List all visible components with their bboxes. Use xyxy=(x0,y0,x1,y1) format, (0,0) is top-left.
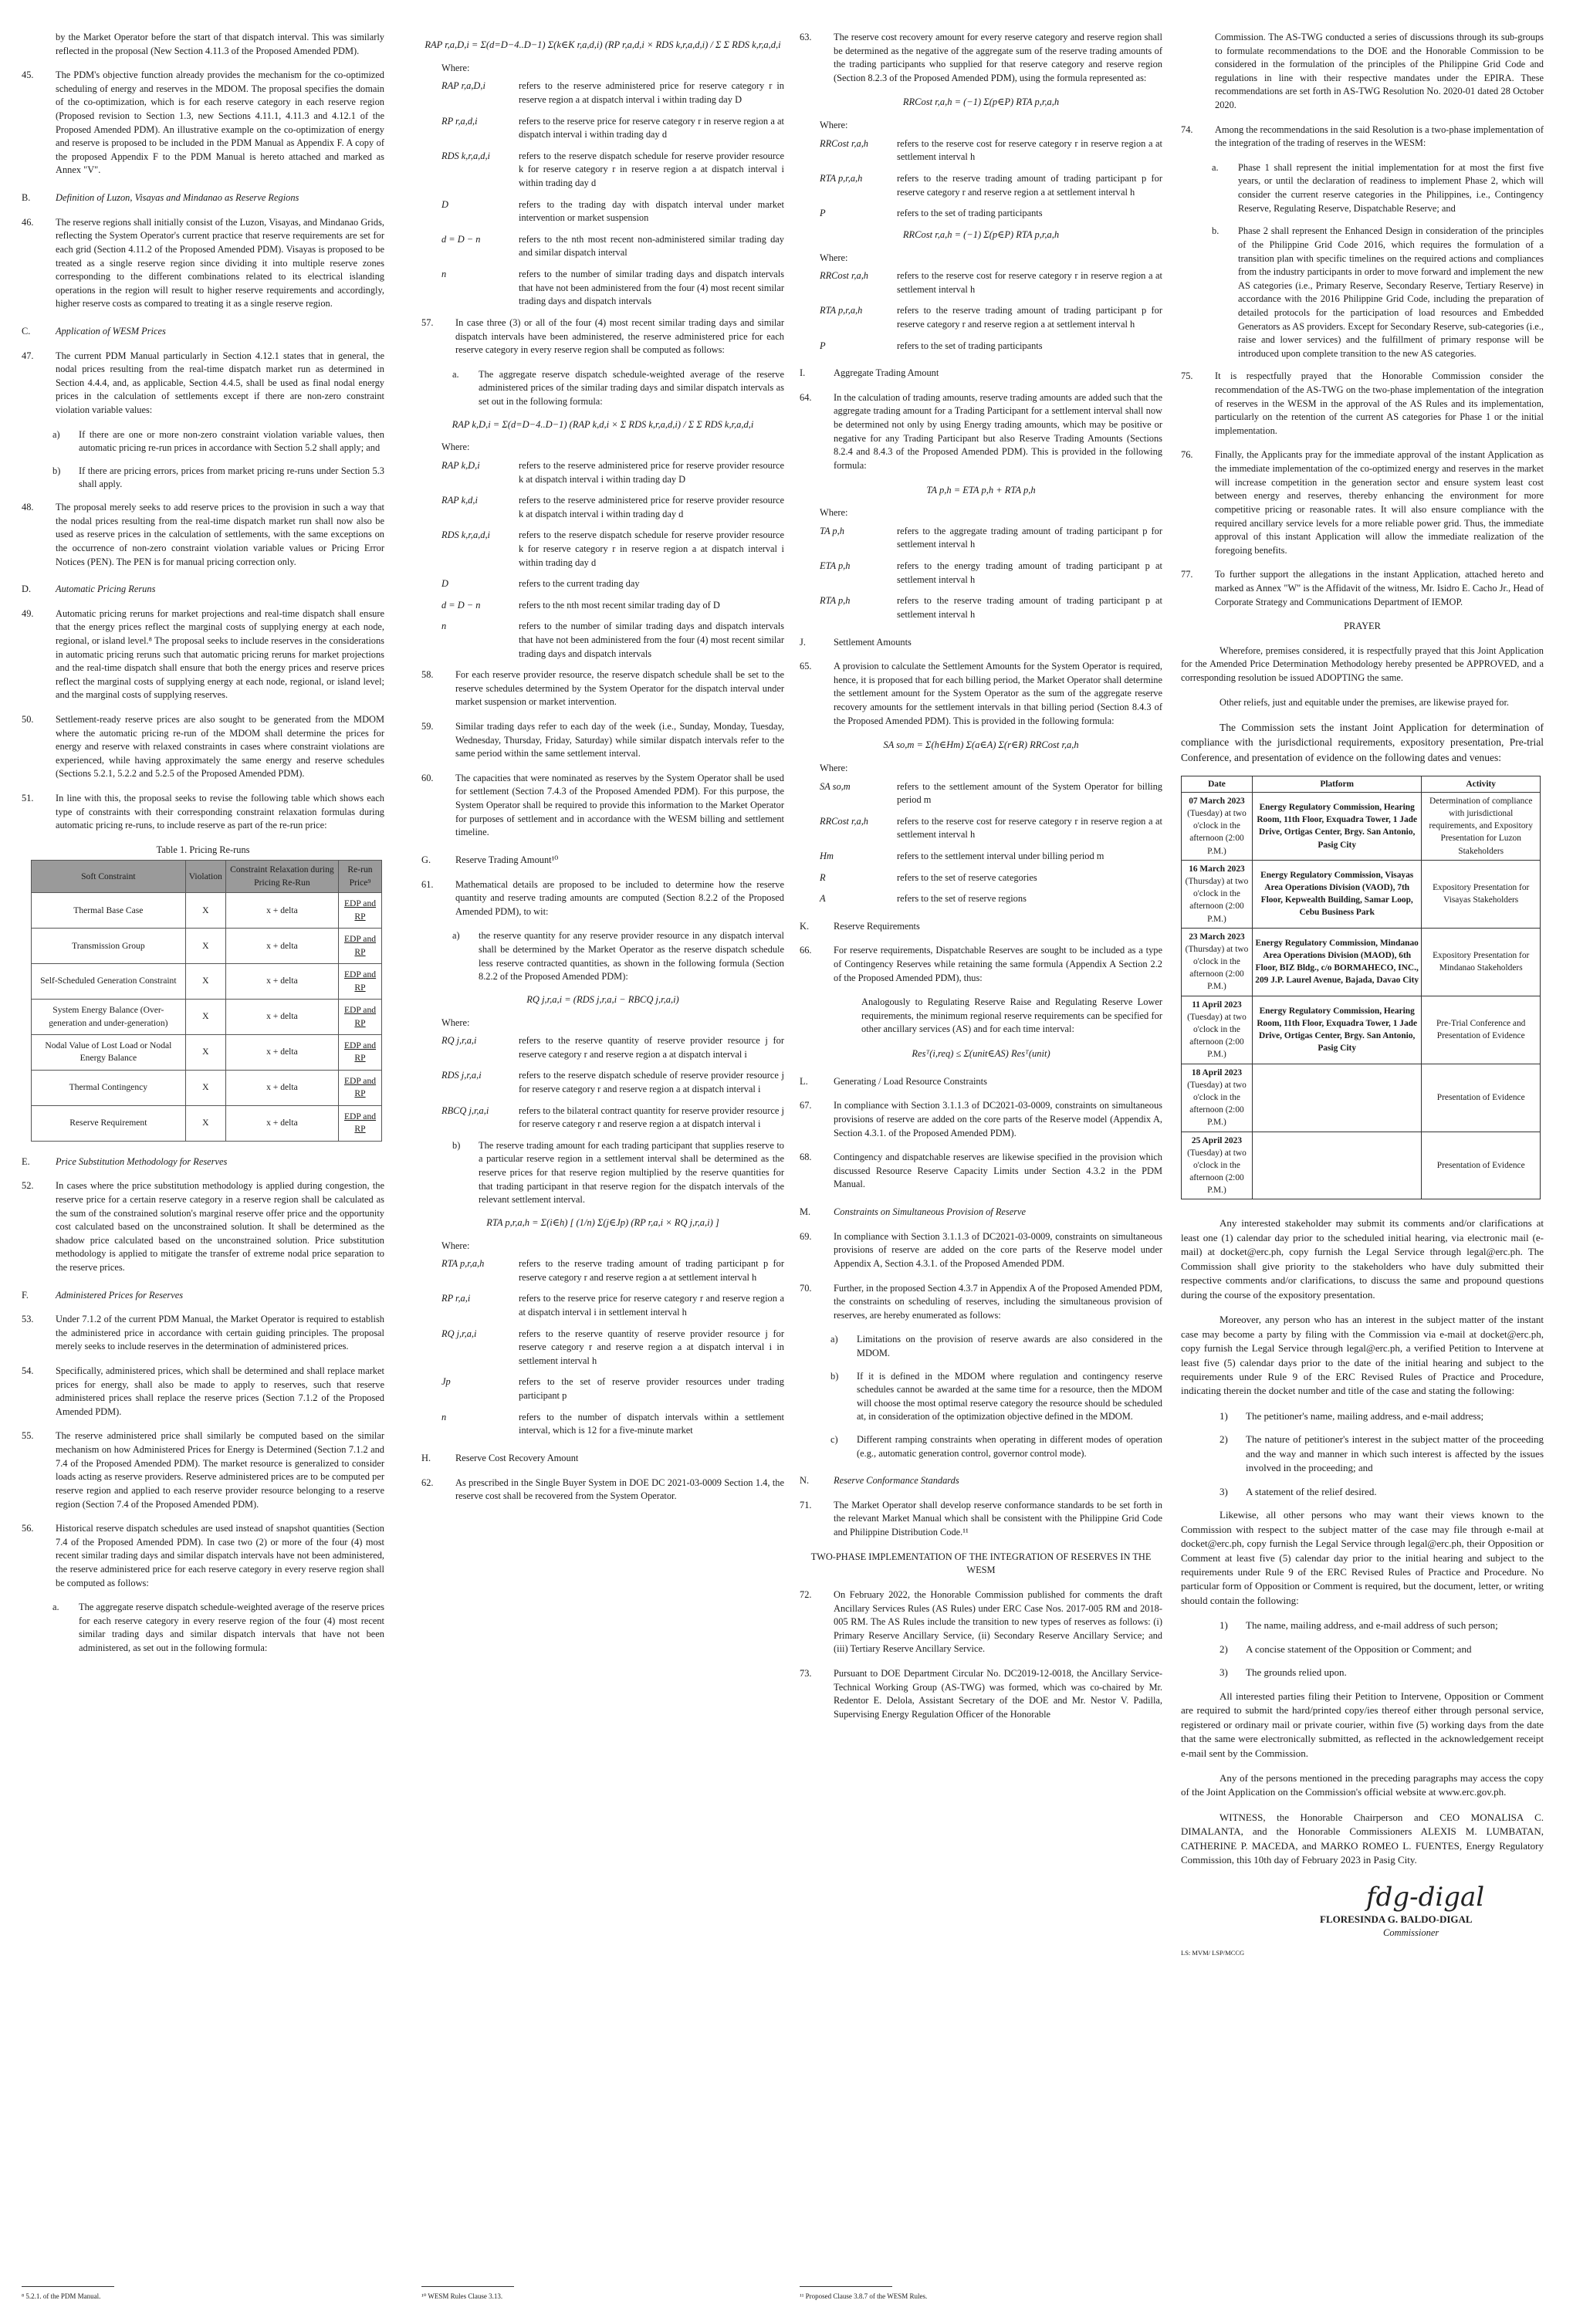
definition-row xyxy=(441,198,784,225)
definition-row xyxy=(441,1411,784,1438)
table-cell: X xyxy=(185,1000,225,1035)
schedule-date: 07 March 2023 (Tuesday) at two o'clock in the afternoon (2:00 P.M.) xyxy=(1182,792,1253,860)
table-row xyxy=(32,1105,382,1141)
table-row xyxy=(1182,996,1541,1064)
definition-row xyxy=(820,815,1162,842)
table-row xyxy=(1182,1064,1541,1132)
definition-text: refers to the set of trading participants xyxy=(897,208,1043,219)
table-cell: Nodal Value of Lost Load or Nodal Energy Balance xyxy=(32,1035,186,1071)
table-header: Soft Constraint xyxy=(32,861,186,893)
table-row xyxy=(32,1035,382,1071)
definitions xyxy=(441,79,784,309)
definition-text: refers to the reserve quantity of reserve provider resource j for reserve category r and reserve region a at dispatch interval i in settlement interval h xyxy=(519,1328,784,1366)
section-f-heading: F. Administered Prices for Reserves xyxy=(22,1289,184,1301)
table-cell: EDP and RP xyxy=(339,929,382,964)
definition-term: ETA p,h xyxy=(820,560,851,572)
table-cell: Transmission Group xyxy=(32,929,186,964)
section-h-heading: H. Reserve Cost Recovery Amount xyxy=(421,1452,579,1463)
definition-text: refers to the reserve price for reserve category r and reserve region a at dispatch interval i in settlement interval h xyxy=(519,1293,784,1318)
schedule-platform: Energy Regulatory Commission, Hearing Room, 11th Floor, Exquadra Tower, 1 Jade Drive, Ortigas Center, Brgy. San Antonio, Pasig City xyxy=(1252,996,1421,1064)
definition-term: RTA p,h xyxy=(820,595,851,607)
section-n-heading: N. Reserve Conformance Standards xyxy=(800,1475,959,1487)
paragraph: Commission. The AS-TWG conducted a series of discussions through its sub-groups to formulate recommendations to the DOE and the Honorable Commission to be considered in the formulation of the principles of the Philippine Grid Code and regulations in line with their respective mandates under the EPIRA. These recommendations are set forth in AS-TWG Resolution No. 2020-01 dated 28 October 2020. xyxy=(1215,32,1544,111)
table-header: Activity xyxy=(1422,776,1541,792)
paragraph-58: 58. For each reserve provider resource, the reserve dispatch schedule shall be set to the reserve schedules determined by the System Operator for the dispatch interval under market suspension or market intervention. xyxy=(421,669,784,708)
formula-reserve-req: Resᵀ(i,req) ≤ Σ(unit∈AS) Resᵀ(unit) xyxy=(912,1048,1050,1060)
definition-term: RRCost r,a,h xyxy=(820,137,868,149)
paragraph-55: 55. The reserve administered price shall similarly be computed based on the similar mechanism on how Administered Prices for Energy is Determined (Section 7.1.2 and 7.4 of the Proposed Amended PDM). The market resource is generalized to consider loads acting as reserve providers. Reserve administered prices are to be computed per reserve region and applied to each reserve provider resource belonging to a reserve region (Section 7.4 of the Proposed Amended PDM). xyxy=(22,1430,384,1510)
paragraph-64: 64. In the calculation of trading amounts, reserve trading amounts are added such that the aggregate trading amount for a Trading Participant for a settlement interval shall now be determined not only by using Energy trading amounts, which may be positive or negative for any Trading Participant but also Reserve Trading Amounts (Sections 8.2.4 and 8.4.3 of the Proposed Amended PDM). This is provided in the following formula: xyxy=(800,391,1162,471)
schedule-platform xyxy=(1252,1064,1421,1132)
definition-text: refers to the aggregate trading amount of trading participant p for settlement interval h xyxy=(897,525,1162,550)
requirements-list xyxy=(1181,1409,1544,1499)
definition-text: refers to the reserve cost for reserve category r in reserve region a at settlement interval h xyxy=(897,815,1162,841)
footnote: ¹⁰ WESM Rules Clause 3.13. xyxy=(421,2292,503,2300)
paragraph-73: 73. Pursuant to DOE Department Circular No. DC2019-12-0018, the Ancillary Service-Technical Working Group (AS-TWG) was formed, which was co-chaired by Mr. Redentor E. Delola, Assistant Secretary of the DOE and Mr. Nestor V. Padilla, Supervising Energy Regulation Officer of the Honorable xyxy=(800,1667,1162,1720)
paragraph-47: 47. The current PDM Manual particularly in Section 4.12.1 states that in general, the nodal prices resulting from the real-time dispatch market run as determined in Section 4.4.4, and, as applicable, Section 4.4.5, shall be used as final nodal energy prices in the calculation of settlements except if there are non-zero constraint violation variable values: xyxy=(22,350,384,416)
section-d-heading: D. Automatic Pricing Reruns xyxy=(22,584,156,595)
paragraph-61b: b) The reserve trading amount for each trading participant that supplies reserve to a particular reserve region in a settlement interval shall be determined as the reserve prices for that reserve region multiplied by the reserve quantities for that trading participant in that reserve region for the dispatch intervals of the relevant settlement interval. xyxy=(452,1139,784,1206)
signature: fdg-digal xyxy=(1366,1881,1485,1913)
definition-term: P xyxy=(820,340,826,351)
paragraph-71: 71. The Market Operator shall develop reserve conformance standards to be set forth in the relevant Market Manual which shall be consistent with the Philippine Grid Code and Philippine Distribution Code.¹¹ xyxy=(800,1499,1162,1538)
paragraph-65: 65. A provision to calculate the Settlement Amounts for the System Operator is required, hence, it is proposed that for each billing period, the Market Operator shall determine the settlement amount for the System Operator as the sum of the aggregate reserve recovery amounts for the settlement intervals in that billing period (Section 8.4.3 of the Proposed Amended PDM). This is provided in the following formula: xyxy=(800,661,1162,726)
table-cell: X xyxy=(185,1035,225,1071)
schedule-platform: Energy Regulatory Commission, Hearing Room, 11th Floor, Exquadra Tower, 1 Jade Drive, Ortigas Center, Brgy. San Antonio, Pasig City xyxy=(1252,792,1421,860)
quoted-text: Analogously to Regulating Reserve Raise and Regulating Reserve Lower requirements, the minimum regional reserve requirements can be specified for other ancillary services (AS) and for each time interval: xyxy=(861,996,1162,1035)
definition-row xyxy=(820,850,1162,864)
schedule-activity: Determination of compliance with jurisdictional requirements, and Expository Presentation for Luzon Stakeholders xyxy=(1422,792,1541,860)
paragraph-70c: c) Different ramping constraints when operating in different modes of operation (e.g., automatic generation control, governor control mode). xyxy=(830,1434,1162,1459)
definition-row xyxy=(441,599,784,613)
definition-row xyxy=(441,1257,784,1284)
paragraph-74a: a. Phase 1 shall represent the initial implementation for at most the first five years, or until the declaration of readiness to implement Phase 2, which will consider the current reserve categories in the Philippines, i.e., Contingency Reserve, Regulating Reserve, Dispatchable Reserve; and xyxy=(1212,161,1544,214)
formula-rap-resource: RAP k,D,i = Σ(d=D−4..D−1) (RAP k,d,i × Σ RDS k,r,a,d,i) / Σ Σ RDS k,r,a,d,i xyxy=(452,418,754,430)
column-3 xyxy=(800,31,1162,1732)
definition-text: refers to the nth most recent similar trading day of D xyxy=(519,599,720,611)
paragraph-70a: a) Limitations on the provision of reserve awards are also considered in the MDOM. xyxy=(830,1334,1162,1358)
table-cell: x + delta xyxy=(225,1105,338,1141)
table-cell: Thermal Base Case xyxy=(32,893,186,929)
notice-paragraph: Moreover, any person who has an interest in the subject matter of the instant case may become a party by filing with the Commission via e-mail at docket@erc.ph, copy furnish the Legal Service through legal@erc.ph, a verified Petition to Intervene at least five (5) calendar days prior to the date of the initial hearing and subject to the requirements under Rule 9 of the ERC Revised Rules of Practice and Procedure, indicating therein the docket number and title of the case and stating the following: xyxy=(1181,1314,1544,1397)
notice-paragraph: Any interested stakeholder may submit its comments and/or clarifications at least one (1) calendar day prior to the scheduled initial hearing, via electronic mail (e-mail) at docket@erc.ph, copy furnish the Legal Service through legal@erc.ph. The Commission shall give priority to the stakeholders who have duly submitted their respective comments and/or clarifications, to discuss the same and propound questions during the course of the expository presentation. xyxy=(1181,1217,1544,1301)
table-cell: X xyxy=(185,893,225,929)
definition-row xyxy=(820,780,1162,807)
signer-name: FLORESINDA G. BALDO-DIGAL xyxy=(1320,1913,1473,1925)
definition-text: refers to the reserve price for reserve category r in reserve region a at dispatch interval i within trading day d xyxy=(519,115,784,140)
hearing-schedule-table xyxy=(1181,776,1541,1200)
definitions xyxy=(820,525,1162,622)
definition-term: d = D − n xyxy=(441,233,481,245)
definition-term: TA p,h xyxy=(820,525,844,536)
footnote: ¹¹ Proposed Clause 3.8.7 of the WESM Rules. xyxy=(800,2292,928,2300)
definitions xyxy=(441,1034,784,1132)
definition-term: RAP r,a,D,i xyxy=(441,80,485,92)
paragraph-46: 46. The reserve regions shall initially consist of the Luzon, Visayas, and Mindanao Grids, reflecting the System Operator's current practice that reserve requirements are set for each grid (Section 4.11.2 of the Proposed Amended PDM). Visayas is proposed to be treated as a single reserve region since dividing it into multiple reserve zones corresponding to the different combinations related to its electrical islanding operations in the region will result to higher reserve requirements and accordingly, higher reserve costs as compared to treating it as a single reserve region. xyxy=(22,216,384,310)
schedule-platform: Energy Regulatory Commission, Visayas Area Operations Division (VAOD), 7th Floor, Kepwealth Building, Samar Loop, Cebu Business Park xyxy=(1252,860,1421,928)
definition-term: RRCost r,a,h xyxy=(820,270,868,282)
definition-text: refers to the reserve cost for reserve category r in reserve region a at settlement interval h xyxy=(897,270,1162,295)
definition-term: RRCost r,a,h xyxy=(820,815,868,827)
definition-term: D xyxy=(441,198,448,210)
definition-term: RTA p,r,a,h xyxy=(441,1258,485,1270)
definition-text: refers to the reserve administered price for reserve category r in reserve region a at dispatch interval i within trading day D xyxy=(519,80,784,105)
definition-text: refers to the bilateral contract quantity for reserve provider resource j for reserve category r and reserve region a at dispatch interval i xyxy=(519,1104,784,1130)
definition-term: RBCQ j,r,a,i xyxy=(441,1104,489,1116)
schedule-activity: Presentation of Evidence xyxy=(1422,1132,1541,1199)
formula-rap: RAP r,a,D,i = Σ(d=D−4..D−1) Σ(k∈K r,a,d,i) (RP r,a,d,i × RDS k,r,a,d,i) / Σ Σ RDS k,r,a,d,i xyxy=(425,39,781,50)
definition-term: P xyxy=(820,208,826,219)
paragraph-56a: a. The aggregate reserve dispatch schedule-weighted average of the reserve prices for each reserve category in every reserve region of the four (4) most recent similar trading days and similar dispatch intervals that have not been administered, as set out in the following formula: xyxy=(52,1602,384,1653)
paragraph-45: 45. The PDM's objective function already provides the mechanism for the co-optimized scheduling of energy and reserves in the MDOM. The proposal specifies the domain of the co-optimization, which is for each reserve category in each reserve region (Proposed revision to Section 1.3, new Sections 4.11.1, 4.11.3 and 4.12.1 of the Proposed Amended PDM). An illustrative example on the co-optimization of energy and reserve is proposed to be included in the PDM Manual as Appendix F. A copy of the proposed Appendix F to the PDM Manual is hereto attached and marked as Annex "V". xyxy=(22,69,384,176)
paragraph-47a: a) If there are one or more non-zero constraint violation variable values, then automatic pricing re-run prices in accordance with Section 5.2 shall apply; and xyxy=(52,428,384,454)
requirements-list xyxy=(1181,1619,1544,1680)
definition-row xyxy=(441,79,784,107)
definition-term: RQ j,r,a,i xyxy=(441,1328,477,1339)
schedule-activity: Expository Presentation for Mindanao Stakeholders xyxy=(1422,928,1541,996)
table-cell: EDP and RP xyxy=(339,1035,382,1071)
definition-text: refers to the reserve trading amount of trading participant p for reserve category r and reserve region a at settlement interval h xyxy=(519,1258,784,1283)
definition-term: R xyxy=(820,871,826,883)
paragraph-57a: a. The aggregate reserve dispatch schedule-weighted average of the reserve administered prices of the similar trading days and similar dispatch intervals as set out in the following formula: xyxy=(452,368,784,407)
definition-text: refers to the settlement interval under billing period m xyxy=(897,850,1104,861)
section-j-heading: J. Settlement Amounts xyxy=(800,636,912,648)
paragraph-50: 50. Settlement-ready reserve prices are also sought to be generated from the MDOM where the automatic pricing re-run of the MDOM shall determine the prices for energy and reserve with relaxed constraints in cases where constraint violations are experienced, while having approximately the same energy and reserve schedules (Sections 5.2.1, 5.2.2 and 5.2.5 of the Proposed Amended PDM). xyxy=(22,713,384,780)
definition-text: refers to the number of dispatch intervals within a settlement interval, which is 12 for a five-minute market xyxy=(519,1411,784,1436)
table-cell: EDP and RP xyxy=(339,1070,382,1105)
section-i-heading: I. Aggregate Trading Amount xyxy=(800,367,939,379)
list-item: 3) The grounds relied upon. xyxy=(1219,1666,1347,1679)
table-row xyxy=(1182,860,1541,928)
definition-row xyxy=(820,269,1162,296)
definition-text: refers to the trading day with dispatch interval under market intervention or market suspension xyxy=(519,198,784,224)
table-cell: X xyxy=(185,1070,225,1105)
where-label: Where: xyxy=(441,62,470,73)
list-item: 1) The petitioner's name, mailing address, and e-mail address; xyxy=(1219,1409,1484,1422)
paragraph-62: 62. As prescribed in the Single Buyer System in DOE DC 2021-03-0009 Section 1.4, the reserve cost shall be recovered from the System Operator. xyxy=(421,1477,784,1502)
table-header: Date xyxy=(1182,776,1253,792)
definition-term: RP r,a,d,i xyxy=(441,115,478,127)
initials: LS: MVM/ LSP/MCCG xyxy=(1181,1948,1245,1957)
list-item: 2) A concise statement of the Opposition or Comment; and xyxy=(1219,1642,1472,1655)
table-cell: x + delta xyxy=(225,964,338,1000)
paragraph-70: 70. Further, in the proposed Section 4.3.7 in Appendix A of the Proposed Amended PDM, the constraints on scheduling of reserves, including the simultaneous provision of reserves, are hereby enumerated as follows: xyxy=(800,1282,1162,1321)
schedule-platform xyxy=(1252,1132,1421,1199)
paragraph-48: 48. The proposal merely seeks to add reserve prices to the provision in such a way that the nodal prices resulting from the real-time dispatch market run shall now also be used as reserve prices in the calculation of settlements, with the same exceptions on the occurrence of non-zero constraint violation variable values or Pricing Error Notices (PEN). The PEN is for manual pricing correction only. xyxy=(22,502,384,567)
definition-text: refers to the reserve cost for reserve category r in reserve region a at settlement interval h xyxy=(897,137,1162,163)
list-item: 2) The nature of petitioner's interest in the subject matter of the proceeding and the way and manner in which such interest is affected by the issues involved in the proceeding; and xyxy=(1219,1433,1544,1474)
definition-text: refers to the reserve dispatch schedule for reserve provider resource k for reserve category r in reserve region a at dispatch interval i within trading day d xyxy=(519,150,784,189)
table-cell: x + delta xyxy=(225,1070,338,1105)
table-header: Platform xyxy=(1252,776,1421,792)
definition-text: refers to the reserve trading amount of trading participant p for reserve category r and reserve region a at settlement interval h xyxy=(897,305,1162,330)
paragraph-69: 69. In compliance with Section 3.1.1.3 of DC2021-03-0009, constraints on simultaneous provisions of reserve are added on the core parts of the Reserve model under Appendix A, Section 4.3.1. of the Proposed Amended PDM. xyxy=(800,1230,1162,1269)
column-4 xyxy=(1181,31,1544,1957)
paragraph-49: 49. Automatic pricing reruns for market projections and real-time dispatch shall ensure that the energy prices reflect the marginal costs of supplying energy at each node, regional, or island level.⁸ The proposal seeks to include reserves in the considerations in automatic pricing reruns such that automatic pricing reruns for market projections and the real-time dispatch shall ensure that both the energy prices and reserve prices reflect the marginal costs of supplying energy at each node, regional, or island level; and the marginal costs of supplying reserves. xyxy=(22,607,384,701)
table-cell: x + delta xyxy=(225,1035,338,1071)
column-2 xyxy=(421,31,784,1514)
table-cell: x + delta xyxy=(225,929,338,964)
paragraph-72: 72. On February 2022, the Honorable Commission published for comments the draft Ancillary Services Rules (AS Rules) under ERC Case Nos. 2017-005 RM and 2018-005 RM. The AS Rules include the transition to new types of reserves as follows: (i) Primary Reserve Ancillary Service, (ii) Secondary Reserve Ancillary Service; and (iii) Tertiary Reserve Ancillary Service. xyxy=(800,1588,1162,1655)
definition-text: refers to the energy trading amount of trading participant p at settlement interval h xyxy=(897,560,1162,585)
formula-ta: TA p,h = ETA p,h + RTA p,h xyxy=(926,484,1036,496)
formula-rq: RQ j,r,a,i = (RDS j,r,a,i − RBCQ j,r,a,i) xyxy=(526,993,679,1005)
table-cell: X xyxy=(185,964,225,1000)
definition-text: refers to the set of reserve categories xyxy=(897,871,1037,883)
table-row xyxy=(32,964,382,1000)
section-l-heading: L. Generating / Load Resource Constraints xyxy=(800,1075,987,1087)
definition-text: refers to the set of trading participants xyxy=(897,340,1043,351)
definition-text: refers to the reserve administered price for reserve provider resource k at dispatch interval i within trading day d xyxy=(519,495,784,519)
section-heading: TWO-PHASE IMPLEMENTATION OF THE INTEGRATION OF RESERVES IN THE WESM xyxy=(810,1551,1152,1576)
list-item: 1) The name, mailing address, and e-mail address of such person; xyxy=(1219,1619,1498,1632)
definition-row xyxy=(441,529,784,570)
paragraph-56: 56. Historical reserve dispatch schedules are used instead of snapshot quantities (Section 7.4 of the Proposed Amended PDM). In case two (2) or more of the four (4) most recent similar trading days and similar dispatch intervals have not been administered, the reserve administered price for each reserve category in every reserve region shall be computed as follows: xyxy=(22,1523,384,1588)
definition-term: RP r,a,i xyxy=(441,1293,471,1304)
definition-row xyxy=(441,1375,784,1402)
definition-row xyxy=(441,459,784,486)
where-label: Where: xyxy=(820,507,848,519)
paragraph-77: 77. To further support the allegations in the instant Application, attached hereto and marked as Annex "W" is the Affidavit of the witness, Mr. Isidro E. Cacho Jr., Head of Corporate Strategy and Communications Department of IEMOP. xyxy=(1181,569,1544,607)
definition-term: SA so,m xyxy=(820,780,851,792)
table-cell: X xyxy=(185,929,225,964)
definition-text: refers to the reserve trading amount of trading participant p at settlement interval h xyxy=(897,595,1162,620)
definition-term: RDS k,r,a,d,i xyxy=(441,529,490,541)
definitions xyxy=(441,459,784,661)
definition-term: d = D − n xyxy=(441,599,481,611)
definition-row xyxy=(441,1069,784,1096)
paragraph-53: 53. Under 7.1.2 of the current PDM Manual, the Market Operator is required to establish the administered price in accordance with certain guiding principles. The proposal merely seeks to include reserves in the determination of administered prices. xyxy=(22,1314,384,1352)
definition-row xyxy=(820,304,1162,331)
definition-term: Hm xyxy=(820,850,834,861)
paragraph-57: 57. In case three (3) or all of the four (4) most recent similar trading days and similar dispatch intervals have been administered, the reserve administered price for each reserve category in every reserve region shall be computed as follows: xyxy=(421,316,784,356)
definitions xyxy=(820,780,1162,906)
table-row xyxy=(1182,928,1541,996)
definition-term: RDS k,r,a,d,i xyxy=(441,150,490,161)
schedule-activity: Expository Presentation for Visayas Stakeholders xyxy=(1422,860,1541,928)
table-row xyxy=(1182,792,1541,860)
schedule-date: 16 March 2023 (Thursday) at two o'clock in the afternoon (2:00 P.M.) xyxy=(1182,860,1253,928)
formula-sa: SA so,m = Σ(h∈Hm) Σ(a∈A) Σ(r∈R) RRCost r,a,h xyxy=(883,739,1079,751)
definition-text: refers to the number of similar trading days and dispatch intervals that have not been administered from the four (4) most recent similar trading days and dispatch intervals xyxy=(519,621,784,659)
signer-title: Commissioner xyxy=(1383,1927,1439,1938)
definition-term: D xyxy=(441,578,448,590)
prayer-heading: PRAYER xyxy=(1344,621,1381,632)
schedule-date: 18 April 2023 (Tuesday) at two o'clock in the afternoon (2:00 P.M.) xyxy=(1182,1064,1253,1132)
schedule-date: 25 April 2023 (Tuesday) at two o'clock in the afternoon (2:00 P.M.) xyxy=(1182,1132,1253,1199)
where-label: Where: xyxy=(441,441,470,453)
footnote-rule xyxy=(421,2286,514,2287)
paragraph: by the Market Operator before the start of that dispatch interval. This was similarly reflected in the proposal (New Section 4.11.3 of the Proposed Amended PDM). xyxy=(56,32,384,56)
definitions xyxy=(820,137,1162,221)
pricing-reruns-table xyxy=(31,860,382,1141)
schedule-date: 23 March 2023 (Thursday) at two o'clock in the afternoon (2:00 P.M.) xyxy=(1182,928,1253,996)
definition-text: refers to the settlement amount of the System Operator for billing period m xyxy=(897,780,1162,806)
table-cell: Thermal Contingency xyxy=(32,1070,186,1105)
paragraph-66: 66. For reserve requirements, Dispatchable Reserves are sought to be included as a type of Contingency Reserves while retaining the same formula (Appendix A Section 2.2 of the Proposed Amended PDM), thus: xyxy=(800,945,1162,983)
formula-rta: RTA p,r,a,h = Σ(i∈h) [ (1/n) Σ(j∈Jp) (RP r,a,i × RQ j,r,a,i) ] xyxy=(486,1216,719,1228)
definition-text: refers to the nth most recent non-administered similar trading day and similar dispatch interval xyxy=(519,233,784,259)
section-b-heading: B. Definition of Luzon, Visayas and Mindanao as Reserve Regions xyxy=(22,192,299,204)
table-row xyxy=(1182,1132,1541,1199)
definition-row xyxy=(441,150,784,191)
definition-row xyxy=(820,892,1162,906)
definition-row xyxy=(820,340,1162,354)
definition-row xyxy=(441,494,784,521)
section-g-heading: G. Reserve Trading Amount¹⁰ xyxy=(421,854,559,865)
definition-row xyxy=(441,1292,784,1319)
definition-text: refers to the reserve dispatch schedule for reserve provider resource k for reserve category r in reserve region a at dispatch interval i within trading day d xyxy=(519,529,784,568)
definition-term: RAP k,d,i xyxy=(441,495,478,506)
table-cell: EDP and RP xyxy=(339,1105,382,1141)
definitions xyxy=(441,1257,784,1438)
definition-term: RDS j,r,a,i xyxy=(441,1070,482,1081)
table-header: Violation xyxy=(185,861,225,893)
table-cell: Reserve Requirement xyxy=(32,1105,186,1141)
paragraph-61a: a) the reserve quantity for any reserve provider resource in any dispatch interval shall be determined by the Market Operator as the reserve dispatch schedule less reserve contracted quantities, as shown in the following formula (Section 8.2.2 of the Proposed Amended PDM): xyxy=(452,930,784,983)
definition-term: RTA p,r,a,h xyxy=(820,173,863,184)
table-row xyxy=(32,1000,382,1035)
definition-text: refers to the reserve trading amount of trading participant p for reserve category r and reserve region a at settlement interval h xyxy=(897,173,1162,198)
table-cell: EDP and RP xyxy=(339,893,382,929)
table-cell: x + delta xyxy=(225,1000,338,1035)
paragraph-75: 75. It is respectfully prayed that the Honorable Commission consider the recommendation of the AS-TWG on the two-phase implementation of the integration of reserves in the WESM in the approval of the AS Rules and its implementation, particularly on the retention of the current AS categories for Phase 1 or the initial implementation. xyxy=(1181,370,1544,436)
paragraph-47b: b) If there are pricing errors, prices from market pricing re-runs under Section 5.3 shall apply. xyxy=(52,465,384,490)
definition-text: refers to the reserve administered price for reserve provider resource k at dispatch interval i within trading day D xyxy=(519,459,784,485)
notice-paragraph: Any of the persons mentioned in the preceding paragraphs may access the copy of the Joint Application on the Commission's official website at www.erc.gov.ph. xyxy=(1181,1771,1544,1798)
definition-row xyxy=(820,525,1162,552)
section-c-heading: C. Application of WESM Prices xyxy=(22,325,166,337)
definitions xyxy=(820,269,1162,353)
definition-row xyxy=(441,577,784,591)
table-cell: Self-Scheduled Generation Constraint xyxy=(32,964,186,1000)
paragraph-74b: b. Phase 2 shall represent the Enhanced Design in consideration of the principles of the Philippine Grid Code 2016, which requires the formulation of a transition plan with specific timelines on the required actions and compliances from the industry participants in order to move forward and implement the new AS categories (i.e., Primary Reserve, Secondary Reserve, Tertiary Reserve) in accordance with the 2016 Philippine Grid Code, including the preparation of detailed protocols for the participation of load resources and Embedded Generators as AS providers. Except for Secondary Reserve, sub-categories (i.e., raise and lower services) and the fulfillment of primary response will be introduced upon complete transition to the new AS categories. xyxy=(1212,225,1544,359)
where-label: Where: xyxy=(441,1240,470,1251)
definition-text: refers to the set of reserve regions xyxy=(897,893,1027,905)
paragraph-63: 63. The reserve cost recovery amount for every reserve category and reserve region shall be determined as the negative of the aggregate sum of the reserve trading amounts of the trading participants who supplied for that reserve category and reserve region (Section 8.2.3 of the Proposed Amended PDM), using the formula represented as: xyxy=(800,32,1162,83)
paragraph-67: 67. In compliance with Section 3.1.1.3 of DC2021-03-0009, constraints on simultaneous provisions of reserve are added on the core parts of the Reserve model (Appendix A, Section 4.3.1. of the Proposed Amended PDM). xyxy=(800,1100,1162,1138)
paragraph-59: 59. Similar trading days refer to each day of the week (i.e., Sunday, Monday, Tuesday, Wednesday, Thursday, Friday, Saturday) while similar dispatch intervals refer to the same period within the same settlement interval. xyxy=(421,721,784,759)
definition-row xyxy=(820,172,1162,199)
table-header: Constraint Relaxation during Pricing Re-Run xyxy=(225,861,338,893)
definition-row xyxy=(441,620,784,661)
notice-paragraph: All interested parties filing their Petition to Intervene, Opposition or Comment are required to submit the hard/printed copy/ies thereof either through personal service, registered or ordinary mail or private courier, within five (5) working days from the date that the same were electronically submitted, as reflected in the acknowledgement receipt e-mail sent by the Commission. xyxy=(1181,1690,1544,1759)
table-row xyxy=(32,929,382,964)
formula-rrcost: RRCost r,a,h = (−1) Σ(p∈P) RTA p,r,a,h xyxy=(902,96,1060,108)
definition-text: refers to the set of reserve provider resources under trading participant p xyxy=(519,1376,784,1402)
table-cell: EDP and RP xyxy=(339,1000,382,1035)
definition-text: refers to the reserve quantity of reserve provider resource j for reserve category r and reserve region a at dispatch interval i xyxy=(519,1035,784,1060)
definition-row xyxy=(441,1034,784,1061)
section-m-heading: M. Constraints on Simultaneous Provision of Reserve xyxy=(800,1206,1027,1218)
table-cell: System Energy Balance (Over-generation and under-generation) xyxy=(32,1000,186,1035)
definition-row xyxy=(441,115,784,142)
definition-term: Jp xyxy=(441,1376,451,1388)
paragraph-70b: b) If it is defined in the MDOM where regulation and contingency reserve schedules cannot be awarded at the same time for a resource, then the MDOM will choose the most optimal reserve category the resource should be scheduled at, in consideration of the optimization objective defined in the MDOM. xyxy=(830,1370,1162,1422)
definition-term: n xyxy=(441,1411,447,1422)
definition-row xyxy=(820,594,1162,621)
paragraph-51: 51. In line with this, the proposal seeks to revise the following table which shows each type of constraints with their corresponding constraint relaxation formulas during automatic pricing re-runs, to include reserve as part of the re-run price: xyxy=(22,793,384,831)
table-header: Re-run Price⁹ xyxy=(339,861,382,893)
paragraph-76: 76. Finally, the Applicants pray for the immediate approval of the instant Application as the immediate implementation of the co-optimized energy and reserves in the market will increase competition in the generation sector and ensure system least cost between energy and reserves, thereby enhancing the environment for more competitive pricing or reasonable rates. It will also ensure compliance with the required ancillary service levels for a more reliable power grid. Thus, the immediate approval of this instant Application will allow the immediate realization of the foregoing benefits. xyxy=(1181,449,1544,556)
definition-text: refers to the reserve dispatch schedule of reserve provider resource j for reserve category r and reserve region a at dispatch interval i xyxy=(519,1070,784,1094)
schedule-platform: Energy Regulatory Commission, Mindanao Area Operations Division (MAOD), 6th Floor, BIZ Bldg., c/o BORMAHECO, INC., 209 J.P. Laurel Avenue, Bajada, Davao City xyxy=(1252,928,1421,996)
definition-row xyxy=(441,268,784,309)
definition-term: RQ j,r,a,i xyxy=(441,1035,477,1047)
definition-row xyxy=(820,207,1162,221)
paragraph-74: 74. Among the recommendations in the said Resolution is a two-phase implementation of the integration of the trading of reserves in the WESM: xyxy=(1181,123,1544,149)
prayer-paragraph: Other reliefs, just and equitable under the premises, are likewise prayed for. xyxy=(1219,696,1510,708)
definition-term: A xyxy=(820,893,826,905)
definition-row xyxy=(441,1328,784,1368)
section-k-heading: K. Reserve Requirements xyxy=(800,920,920,932)
table-cell: X xyxy=(185,1105,225,1141)
schedule-activity: Presentation of Evidence xyxy=(1422,1064,1541,1132)
signature-block xyxy=(1181,1879,1544,1948)
schedule-activity: Pre-Trial Conference and Presentation of Evidence xyxy=(1422,996,1541,1064)
definition-row xyxy=(441,1104,784,1132)
table-cell: EDP and RP xyxy=(339,964,382,1000)
footnote-rule xyxy=(800,2286,892,2287)
definition-term: RTA p,r,a,h xyxy=(820,305,863,316)
definition-term: n xyxy=(441,621,447,632)
where-label: Where: xyxy=(820,252,848,263)
table-row xyxy=(32,1070,382,1105)
table-cell: x + delta xyxy=(225,893,338,929)
list-item: 3) A statement of the relief desired. xyxy=(1219,1485,1377,1497)
definition-row xyxy=(820,871,1162,885)
schedule-date: 11 April 2023 (Tuesday) at two o'clock in the afternoon (2:00 P.M.) xyxy=(1182,996,1253,1064)
paragraph-61: 61. Mathematical details are proposed to be included to determine how the reserve quantity and reserve trading amounts are computed (Section 8.2.2 of the Proposed Amended PDM), to wit: xyxy=(421,878,784,917)
paragraph-68: 68. Contingency and dispatchable reserves are likewise specified in the provision which discussed Resource Reserve Capacity Limits under Section 4.3.2 in the PDM Manual. xyxy=(800,1152,1162,1190)
where-label: Where: xyxy=(820,120,848,131)
order-paragraph: The Commission sets the instant Joint Application for determination of compliance with the jurisdictional requirements, expository presentation, Pre-trial Conference, and presentation of evidence on the following dates and venues: xyxy=(1181,722,1544,763)
paragraph-52: 52. In cases where the price substitution methodology is applied during congestion, the reserve price for a certain reserve category in a reserve region shall be calculated as the sum of the constrained solution's marginal reserve offer price and the opportunity cost calculated based on the unconstrained solution. It shall be determined as the shadow price calculated based on the unconstrained solution. Price substitution methodology is applied to mitigate the transfer of extreme nodal price separation to the reserve prices. xyxy=(22,1180,384,1273)
prayer-paragraph: Wherefore, premises considered, it is respectfully prayed that this Joint Application for the Amended Price Determination Methodology hereby presented be APPROVED, and a corresponding resolution be issued ADOPTING the same. xyxy=(1181,644,1544,683)
definition-row xyxy=(820,137,1162,164)
paragraph-54: 54. Specifically, administered prices, which shall be determined and shall replace market prices for energy, shall also be made to apply to reserves, such that reserve administered prices shall replace the reserve prices (Section 7.1.2 of the Proposed Amended PDM). xyxy=(22,1365,384,1417)
footnote-rule xyxy=(22,2286,114,2287)
witness-paragraph: WITNESS, the Honorable Chairperson and CEO MONALISA C. DIMALANTA, and the Honorable Commissioners ALEXIS M. LUMBATAN, CATHERINE P. MACEDA, and MARKO ROMEO L. FUENTES, Energy Regulatory Commission, this 10th day of February 2023 in Pasig City. xyxy=(1181,1811,1544,1866)
where-label: Where: xyxy=(820,762,848,773)
definition-row xyxy=(441,233,784,260)
notice-paragraph: Likewise, all other persons who may want their views known to the Commission with respect to the subject matter of the case may file through e-mail at docket@erc.ph, copy furnish the Legal Service through legal@erc.ph, their Opposition or Comment at least five (5) calendar day prior to the initial hearing and subject to the requirements under Rule 9 of the ERC Revised Rules of Practice and Procedure. No particular form of Opposition or Comment is required, but the document, letter, or writing should contain the following: xyxy=(1181,1509,1544,1606)
definition-term: RAP k,D,i xyxy=(441,459,480,471)
definition-text: refers to the number of similar trading days and dispatch intervals that have not been administered from the four (4) most recent similar trading days and dispatch intervals xyxy=(519,269,784,307)
definition-text: refers to the current trading day xyxy=(519,578,640,590)
section-e-heading: E. Price Substitution Methodology for Reserves xyxy=(22,1155,228,1167)
footnote: ⁸ 5.2.1. of the PDM Manual. xyxy=(22,2292,101,2300)
definition-row xyxy=(820,560,1162,587)
formula-rrcost: RRCost r,a,h = (−1) Σ(p∈P) RTA p,r,a,h xyxy=(902,228,1060,240)
column-1 xyxy=(22,31,384,1665)
table-row xyxy=(32,893,382,929)
paragraph-60: 60. The capacities that were nominated as reserves by the System Operator shall be used for settlement (Section 7.4.3 of the Proposed Amended PDM). For this purpose, the System Operator shall be required to provide this information to the Market Operator for purposes of settlement and in accordance with the WESM billing and settlement timeline. xyxy=(421,772,784,838)
definition-term: n xyxy=(441,269,447,280)
where-label: Where: xyxy=(441,1017,470,1028)
table-caption: Table 1. Pricing Re-runs xyxy=(156,844,250,855)
